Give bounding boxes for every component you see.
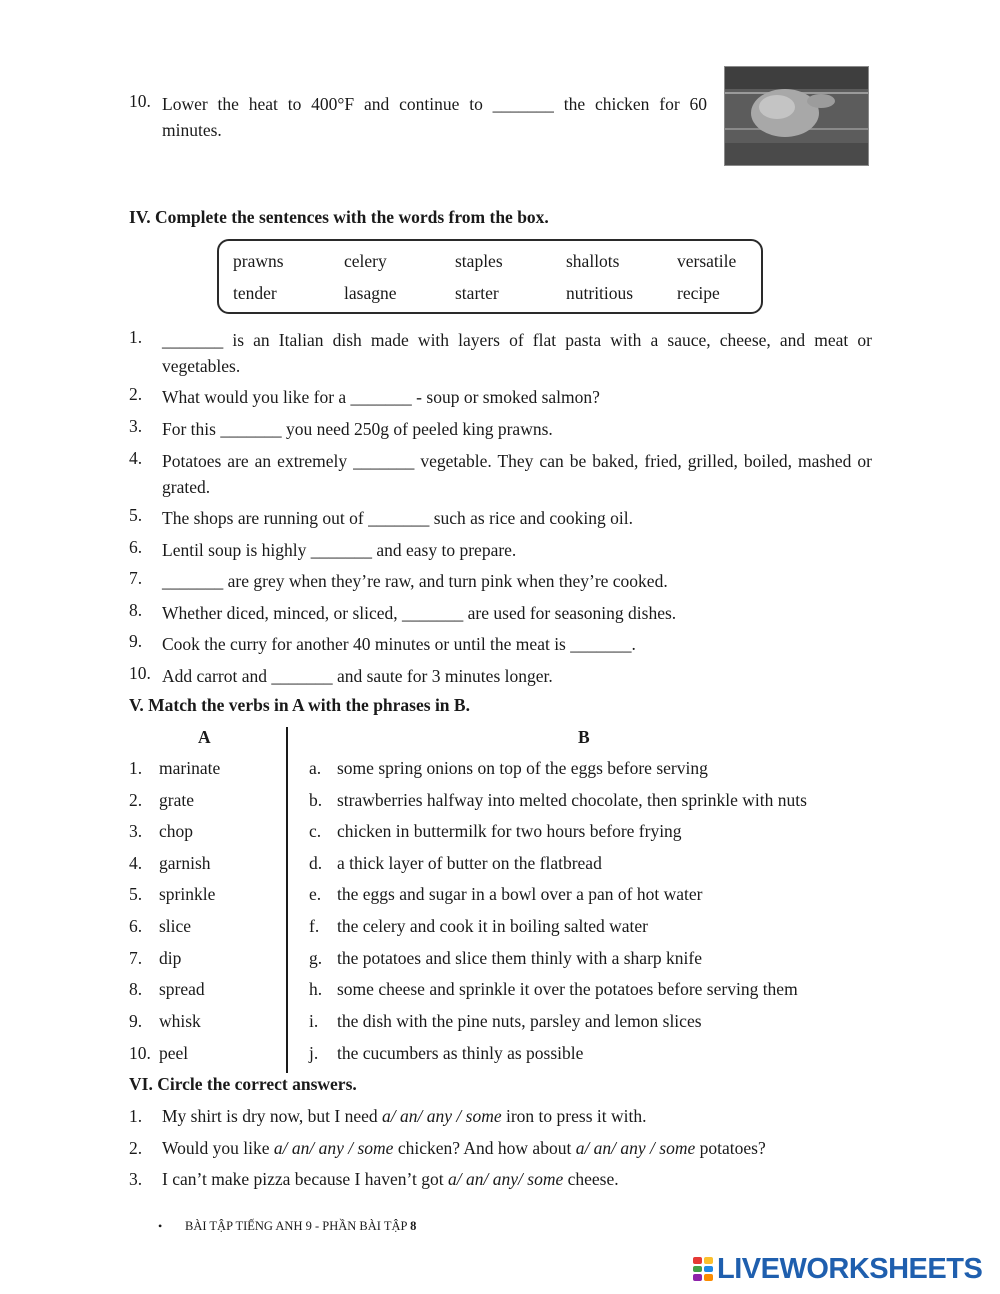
iv-item-text: What would you like for a _______ - soup or smoked salmon? xyxy=(162,387,600,407)
b-item-phrase: strawberries halfway into melted chocolate, then sprinkle with nuts xyxy=(337,790,807,810)
word-box xyxy=(217,239,763,314)
b-item-phrase: the celery and cook it in boiling salted water xyxy=(337,916,649,936)
a-item-number: 5. xyxy=(129,884,143,904)
a-item-verb: spread xyxy=(159,979,205,999)
iv-item-number: 2. xyxy=(129,384,143,404)
q10-number: 10. xyxy=(129,91,151,111)
vi-text: My shirt is dry now, but I need xyxy=(162,1106,383,1126)
answer-options[interactable]: a/ an/ any/ some xyxy=(448,1169,564,1189)
iv-item-number: 7. xyxy=(129,568,143,588)
word-box-item: lasagne xyxy=(344,283,397,303)
word-box-item: starter xyxy=(455,283,499,303)
b-item-phrase: a thick layer of butter on the flatbread xyxy=(337,853,602,873)
column-divider xyxy=(286,727,288,1073)
iv-item-text: Lentil soup is highly _______ and easy to prepare. xyxy=(162,540,517,560)
word-box-item: nutritious xyxy=(566,283,634,303)
roast-chicken-photo xyxy=(724,66,869,166)
iv-item-number: 5. xyxy=(129,505,143,525)
iv-item-number: 6. xyxy=(129,537,143,557)
b-item-phrase: the eggs and sugar in a bowl over a pan of hot water xyxy=(337,884,703,904)
iv-item-number: 3. xyxy=(129,416,143,436)
vi-text: I can’t make pizza because I haven’t got xyxy=(162,1169,449,1189)
word-box-item: versatile xyxy=(677,251,737,271)
b-item-letter: h. xyxy=(309,979,323,999)
vi-text: cheese. xyxy=(563,1169,619,1189)
a-item-verb: dip xyxy=(159,948,182,968)
footer-text xyxy=(185,1219,416,1234)
b-item-letter: d. xyxy=(309,853,323,873)
b-item-phrase: some cheese and sprinkle it over the potatoes before serving them xyxy=(337,979,798,999)
b-item-phrase: the cucumbers as thinly as possible xyxy=(337,1043,584,1063)
iv-item-number: 4. xyxy=(129,448,143,468)
vi-item-sentence xyxy=(162,1106,646,1127)
a-item-verb: peel xyxy=(159,1043,189,1063)
vi-text: Would you like xyxy=(162,1138,274,1158)
iv-item-text: _______ is an Italian dish made with layers of flat pasta with a sauce, cheese, and meat or vegetables. xyxy=(162,330,872,376)
answer-options[interactable]: a/ an/ any / some xyxy=(575,1138,696,1158)
logo-text: LIVEWORKSHEETS xyxy=(717,1252,983,1285)
liveworksheets-logo xyxy=(693,1254,982,1284)
b-item-letter: i. xyxy=(309,1011,319,1031)
a-item-number: 8. xyxy=(129,979,143,999)
iv-item-text: The shops are running out of _______ such as rice and cooking oil. xyxy=(162,508,633,528)
b-item-letter: b. xyxy=(309,790,323,810)
iv-item-number: 10. xyxy=(129,663,151,683)
word-box-item: shallots xyxy=(566,251,620,271)
a-item-number: 2. xyxy=(129,790,143,810)
answer-options[interactable]: a/ an/ any / some xyxy=(273,1138,394,1158)
vi-text: potatoes? xyxy=(695,1138,766,1158)
b-item-letter: c. xyxy=(309,821,322,841)
a-item-verb: grate xyxy=(159,790,194,810)
b-item-letter: f. xyxy=(309,916,320,936)
column-b-header: B xyxy=(578,727,590,747)
a-item-verb: whisk xyxy=(159,1011,201,1031)
page-number: 8 xyxy=(410,1219,417,1233)
b-item-letter: e. xyxy=(309,884,322,904)
b-item-phrase: chicken in buttermilk for two hours before frying xyxy=(337,821,682,841)
iv-item-text: _______ are grey when they’re raw, and turn pink when they’re cooked. xyxy=(162,571,668,591)
q10-line2: minutes. xyxy=(162,120,222,140)
section-v-heading: V. Match the verbs in A with the phrases in B. xyxy=(129,695,470,715)
vi-item-sentence xyxy=(162,1169,619,1190)
word-box-item: tender xyxy=(233,283,277,303)
a-item-number: 10. xyxy=(129,1043,151,1063)
column-a-header: A xyxy=(198,727,211,747)
b-item-letter: g. xyxy=(309,948,323,968)
b-item-phrase: the dish with the pine nuts, parsley and lemon slices xyxy=(337,1011,702,1031)
iv-item-text: Cook the curry for another 40 minutes or until the meat is _______. xyxy=(162,634,636,654)
a-item-number: 1. xyxy=(129,758,143,778)
section-vi-heading: VI. Circle the correct answers. xyxy=(129,1074,357,1094)
b-item-letter: j. xyxy=(309,1043,319,1063)
b-item-phrase: some spring onions on top of the eggs before serving xyxy=(337,758,708,778)
q10-line1: Lower the heat to 400°F and continue to _______ the chicken for 60 xyxy=(162,94,707,114)
b-item-phrase: the potatoes and slice them thinly with a sharp knife xyxy=(337,948,702,968)
vi-item-number: 2. xyxy=(129,1138,143,1158)
a-item-verb: chop xyxy=(159,821,194,841)
vi-item-sentence xyxy=(162,1138,766,1159)
a-item-verb: garnish xyxy=(159,853,211,873)
section-iv-heading: IV. Complete the sentences with the words from the box. xyxy=(129,207,549,227)
a-item-number: 6. xyxy=(129,916,143,936)
a-item-verb: marinate xyxy=(159,758,221,778)
footer-bullet: • xyxy=(158,1219,163,1233)
word-box-item: staples xyxy=(455,251,503,271)
a-item-number: 4. xyxy=(129,853,143,873)
vi-text: iron to press it with. xyxy=(501,1106,647,1126)
iv-item-number: 1. xyxy=(129,327,143,347)
word-box-item: prawns xyxy=(233,251,284,271)
footer-title: BÀI TẬP TIẾNG ANH 9 - PHẦN BÀI TẬP xyxy=(185,1219,411,1233)
iv-item-text: Whether diced, minced, or sliced, _______ are used for seasoning dishes. xyxy=(162,603,677,623)
iv-item-text: For this _______ you need 250g of peeled king prawns. xyxy=(162,419,553,439)
vi-text: chicken? And how about xyxy=(393,1138,576,1158)
word-box-item: celery xyxy=(344,251,387,271)
word-box-item: recipe xyxy=(677,283,720,303)
a-item-number: 9. xyxy=(129,1011,143,1031)
a-item-number: 3. xyxy=(129,821,143,841)
iv-item-number: 8. xyxy=(129,600,143,620)
answer-options[interactable]: a/ an/ any / some xyxy=(382,1106,502,1126)
vi-item-number: 3. xyxy=(129,1169,143,1189)
b-item-letter: a. xyxy=(309,758,322,778)
a-item-verb: slice xyxy=(159,916,192,936)
iv-item-text: Potatoes are an extremely _______ vegetable. They can be baked, fried, grilled, boiled, mashed or grated. xyxy=(162,451,872,497)
logo-mark-icon xyxy=(693,1257,713,1281)
a-item-verb: sprinkle xyxy=(159,884,216,904)
a-item-number: 7. xyxy=(129,948,143,968)
iv-item-text: Add carrot and _______ and saute for 3 minutes longer. xyxy=(162,666,553,686)
vi-item-number: 1. xyxy=(129,1106,143,1126)
iv-item-number: 9. xyxy=(129,631,143,651)
